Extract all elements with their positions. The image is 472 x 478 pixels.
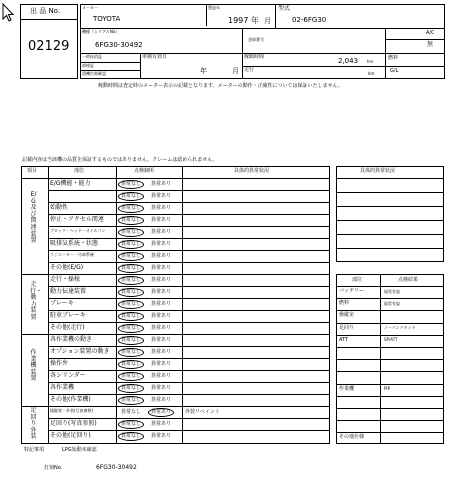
col-check-header: 点検個所 xyxy=(134,168,155,174)
model-value: 02-6FG30 xyxy=(292,16,327,24)
no-abnormal-option[interactable]: 異常なし xyxy=(121,180,142,187)
selected-circle xyxy=(118,288,144,297)
no-abnormal-option[interactable]: 異常なし xyxy=(121,204,142,211)
no-abnormal-option[interactable]: 異常なし xyxy=(121,396,142,403)
selected-circle xyxy=(118,372,144,381)
abnormal-option[interactable]: 異常あり xyxy=(151,384,172,391)
right-part-cell: 燃料 xyxy=(339,300,350,307)
abnormal-option[interactable]: 異常あり xyxy=(151,360,172,367)
abnormal-option[interactable]: 異常あり xyxy=(151,408,172,415)
small-label-2: 車検証 xyxy=(82,63,94,68)
part-label: 各作業機 xyxy=(50,384,75,391)
selected-circle xyxy=(118,324,144,333)
group-label-engine: E/G及び関連装置 xyxy=(30,191,37,245)
col-detail-header: 具体的異常状況 xyxy=(234,168,270,174)
selected-circle xyxy=(118,180,144,189)
ac-value: 無 xyxy=(427,41,434,48)
abnormal-option[interactable]: 異常あり xyxy=(151,192,172,199)
no-abnormal-option[interactable]: 異常なし xyxy=(121,408,142,415)
special-label: 特記事項 xyxy=(24,447,45,453)
selected-circle xyxy=(118,252,144,261)
part-label: その他(作業機) xyxy=(50,396,91,403)
abnormal-option[interactable]: 異常あり xyxy=(151,288,172,295)
right-detail-header: 具体的異常状況 xyxy=(360,168,396,174)
no-abnormal-option[interactable]: 異常なし xyxy=(121,252,142,259)
selected-circle xyxy=(118,420,144,429)
abnormal-option[interactable]: 異常あり xyxy=(151,204,172,211)
inspection-year: 年 xyxy=(200,67,207,75)
stamp-value: 6FG30-30492 xyxy=(96,464,137,471)
part-label: 各作業機の動き xyxy=(50,336,93,343)
inspection-month: 月 xyxy=(232,67,239,75)
part-label: その他(走行) xyxy=(50,324,85,331)
abnormal-option[interactable]: 異常あり xyxy=(151,240,172,247)
right-part-cell: バッテリー xyxy=(339,288,365,294)
no-abnormal-option[interactable]: 異常なし xyxy=(121,324,142,331)
exterior-note: 外装リペイント xyxy=(185,408,220,415)
right-part-cell: その他仕様 xyxy=(339,434,365,441)
lot-no-label: 出 品 No. xyxy=(30,7,61,15)
right-part-cell: ATT xyxy=(339,336,349,343)
part-label: オプション装置の動き xyxy=(50,348,110,355)
right-result-cell: 現状有姿 xyxy=(384,288,400,294)
no-abnormal-option[interactable]: 異常なし xyxy=(121,288,142,295)
part-label: ラジエーター・冷却系統 xyxy=(50,252,94,257)
model-type-label: 機種（シリアルNo） xyxy=(82,29,120,34)
right-part-header: 部位 xyxy=(352,277,363,283)
right-result-cell: ノーパンクタイヤ xyxy=(384,325,416,331)
right-result-cell: PIP xyxy=(384,386,391,392)
part-label: 吸排気系統・状態 xyxy=(50,240,99,247)
no-abnormal-option[interactable]: 異常なし xyxy=(121,348,142,355)
year-label: 製造年 xyxy=(208,5,220,10)
part-label: 駐車ブレーキ xyxy=(50,312,86,319)
inspection-label: 車検有効日 xyxy=(142,54,168,60)
abnormal-option[interactable]: 異常あり xyxy=(151,228,172,235)
abnormal-option[interactable]: 異常あり xyxy=(151,264,172,271)
group-label-drive: 走行・動力装置 xyxy=(30,281,43,321)
lot-no-value: 02129 xyxy=(28,39,70,54)
part-label: 停止・アクセル関連 xyxy=(50,216,104,223)
run-label: 走行 xyxy=(244,67,255,73)
serial-value: 6FG30-30492 xyxy=(95,41,143,49)
hours-label: 稼動時間 xyxy=(244,54,265,60)
part-label: ブレーキ xyxy=(50,300,74,307)
no-abnormal-option[interactable]: 異常なし xyxy=(121,372,142,379)
no-abnormal-option[interactable]: 異常なし xyxy=(121,276,142,283)
group-label-work: 作業機装置 xyxy=(30,349,37,383)
col-part-header: 部位 xyxy=(74,168,85,174)
right-result-header: 点検結果 xyxy=(398,277,419,283)
abnormal-option[interactable]: 異常あり xyxy=(151,396,172,403)
maker-label: メーカー xyxy=(82,5,98,10)
selected-circle xyxy=(118,348,144,357)
no-abnormal-option[interactable]: 異常なし xyxy=(121,264,142,271)
right-part-cell: 足回り xyxy=(339,324,355,331)
reg-no-label: 登録番号 xyxy=(248,37,264,42)
part-label: 始動性 xyxy=(50,204,69,211)
selected-circle xyxy=(118,300,144,309)
selected-circle xyxy=(118,204,144,213)
fuel-label: 燃料 xyxy=(388,55,399,61)
abnormal-option[interactable]: 異常あり xyxy=(151,372,172,379)
selected-circle xyxy=(118,228,144,237)
right-part-cell: 操縦室 xyxy=(339,312,355,319)
no-abnormal-option[interactable]: 異常なし xyxy=(121,420,142,427)
special-value: LPG始動未確認 xyxy=(62,447,97,453)
km-unit: km xyxy=(368,71,375,76)
no-abnormal-option[interactable]: 異常なし xyxy=(121,360,142,367)
cursor-icon xyxy=(1,3,15,23)
part-label: E/G機能・能力 xyxy=(50,180,91,187)
hours-note: 稼動時間は査定時のメーター表示の記載となります。メーターの動作・正確性については保証いたしません。 xyxy=(98,83,343,89)
selected-circle xyxy=(118,216,144,225)
part-label: 動力伝達装置 xyxy=(50,288,87,295)
abnormal-option[interactable]: 異常あり xyxy=(151,432,172,439)
month-suffix: 月 xyxy=(264,17,271,25)
no-abnormal-option[interactable]: 異常なし xyxy=(121,240,142,247)
abnormal-option[interactable]: 異常あり xyxy=(151,336,172,343)
selected-circle xyxy=(118,384,144,393)
hours-value: 2,043 xyxy=(338,57,359,65)
stamp-label: 打刻No. xyxy=(44,465,63,471)
selected-circle xyxy=(118,264,144,273)
small-label-3: 重機打刻確認 xyxy=(82,71,106,76)
selected-circle xyxy=(148,408,174,417)
selected-circle xyxy=(118,360,144,369)
group-label-exterior: 足回り外装 xyxy=(30,407,37,441)
part-label: 操作弁 xyxy=(50,360,69,367)
abnormal-option[interactable]: 異常あり xyxy=(151,216,172,223)
abnormal-option[interactable]: 異常あり xyxy=(151,312,172,319)
model-label: 型式 xyxy=(278,5,291,12)
disclaimer-text: 記載内容は当該機の品質を保証するものではありません。クレームは認められません。 xyxy=(22,157,218,163)
right-result-cell: 現状有姿 xyxy=(384,300,400,306)
no-abnormal-option[interactable]: 異常なし xyxy=(121,216,142,223)
selected-circle xyxy=(118,432,144,441)
part-label: 走行・操稜 xyxy=(50,276,81,283)
selected-circle xyxy=(118,276,144,285)
abnormal-option[interactable]: 異常あり xyxy=(151,348,172,355)
right-result-cell: SP/ATT xyxy=(384,337,398,343)
no-abnormal-option[interactable]: 異常なし xyxy=(121,228,142,235)
abnormal-option[interactable]: 異常あり xyxy=(151,276,172,283)
selected-circle xyxy=(118,312,144,321)
part-label: ブロック・ヘッド・オイルパン xyxy=(50,228,106,233)
part-label: 各シリンダー xyxy=(50,372,86,379)
part-label: その他(E/G) xyxy=(50,264,84,271)
col-item-header: 項目 xyxy=(27,168,38,174)
abnormal-option[interactable]: 異常あり xyxy=(151,324,172,331)
year-value: 1997 年 xyxy=(228,16,259,25)
no-abnormal-option[interactable]: 異常なし xyxy=(121,432,142,439)
abnormal-option[interactable]: 異常あり xyxy=(151,420,172,427)
ac-label: A/C xyxy=(426,30,435,36)
maker-value: TOYOTA xyxy=(93,15,121,23)
abnormal-option[interactable]: 異常あり xyxy=(151,300,172,307)
no-abnormal-option[interactable]: 異常なし xyxy=(121,312,142,319)
no-abnormal-option[interactable]: 異常なし xyxy=(121,384,142,391)
hours-unit: hrs xyxy=(367,59,374,64)
selected-circle xyxy=(118,396,144,405)
selected-circle xyxy=(118,240,144,249)
abnormal-option[interactable]: 異常あり xyxy=(151,252,172,259)
part-label: 操縦席・外装(写真参照) xyxy=(50,408,94,413)
no-abnormal-option[interactable]: 異常なし xyxy=(121,336,142,343)
part-label: その他(足回り) xyxy=(50,432,91,439)
abnormal-option[interactable]: 異常あり xyxy=(151,180,172,187)
part-label: 足回り(写真参照) xyxy=(50,420,97,427)
fuel-value: G/L xyxy=(390,68,399,74)
selected-circle xyxy=(118,336,144,345)
no-abnormal-option[interactable]: 異常なし xyxy=(121,300,142,307)
small-label-1: 一時抹消証 xyxy=(82,54,102,59)
no-abnormal-option[interactable]: 異常なし xyxy=(121,192,142,199)
right-part-cell: 作業機 xyxy=(339,385,355,392)
selected-circle xyxy=(118,192,144,201)
